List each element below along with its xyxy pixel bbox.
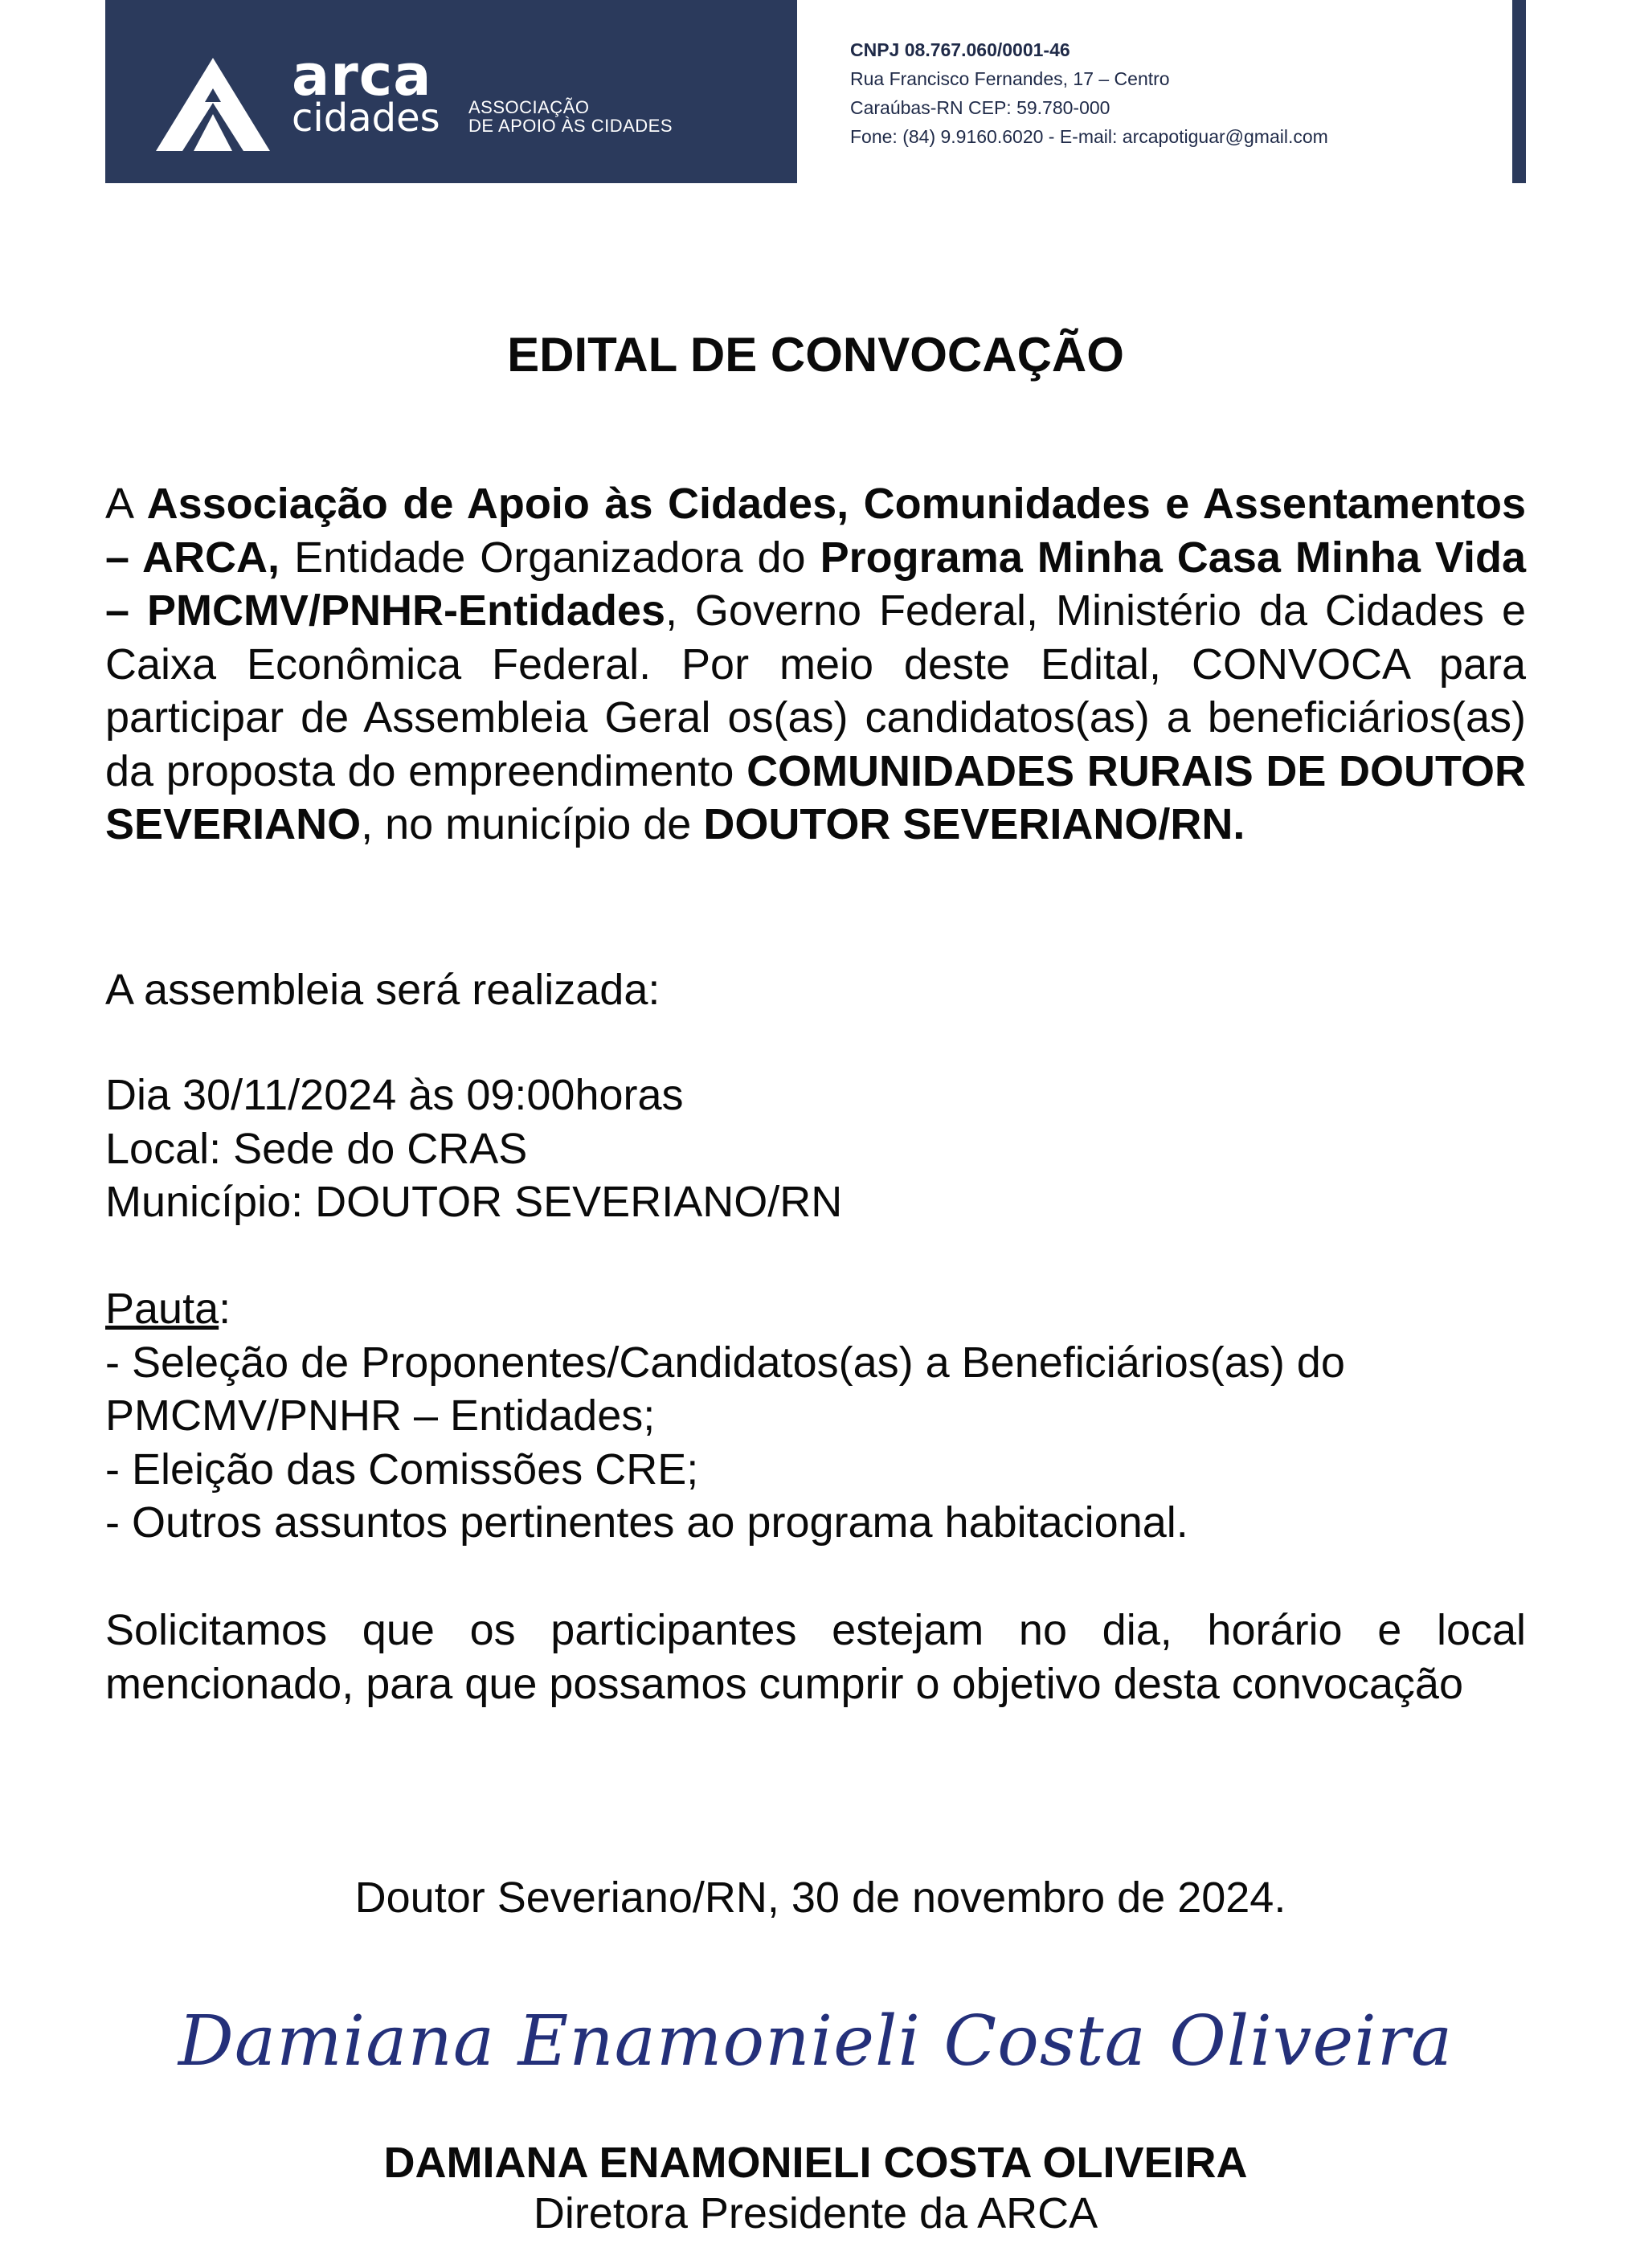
- header-side-rule: [1512, 0, 1526, 183]
- document-title: EDITAL DE CONVOCAÇÃO: [507, 328, 1124, 382]
- brand-name: arca: [292, 43, 432, 108]
- agenda-colon: :: [219, 1285, 231, 1333]
- intro-paragraph: [105, 477, 1526, 852]
- contact-cnpj: CNPJ 08.767.060/0001-46: [850, 39, 1070, 60]
- intro-bold-association: Associação de Apoio às Cidades, Comunidades e Assentamentos – ARCA,: [105, 480, 1527, 582]
- date-line: Doutor Severiano/RN, 30 de novembro de 2024.: [354, 1874, 1286, 1922]
- intro-text-1: A: [105, 480, 147, 528]
- contact-phone-email: Fone: (84) 9.9160.6020 - E-mail: arcapotiguar@gmail.com: [850, 126, 1328, 147]
- tagline-line-2: DE APOIO ÀS CIDADES: [468, 116, 673, 136]
- brand-tagline: [468, 98, 710, 135]
- agenda-block: [105, 1282, 1526, 1550]
- intro-bold-municipality: DOUTOR SEVERIANO/RN.: [703, 800, 1245, 848]
- intro-text-2: Entidade Organizadora do: [280, 533, 820, 582]
- contact-city: Caraúbas-RN CEP: 59.780-000: [850, 97, 1110, 118]
- contact-address: Rua Francisco Fernandes, 17 – Centro: [850, 68, 1170, 89]
- signature-script: Damiana Enamonieli Costa Oliveira: [178, 2001, 1454, 2082]
- assembly-municipality: Município: DOUTOR SEVERIANO/RN: [105, 1178, 843, 1226]
- closing-paragraph: Solicitamos que os participantes estejam no dia, horário e local mencionado, para que possamos cumprir o objetivo desta convocação: [105, 1606, 1526, 1708]
- brand-subtitle: cidades: [292, 96, 440, 141]
- tagline-line-1: ASSOCIAÇÃO: [468, 97, 590, 117]
- assembly-details: [105, 1069, 1526, 1229]
- assembly-intro: A assembleia será realizada:: [105, 966, 661, 1014]
- intro-bold-program: Programa Minha Casa Minha Vida – PMCMV/PNHR-Entidades: [105, 533, 1526, 635]
- agenda-heading: [105, 1282, 1526, 1336]
- signer-name: DAMIANA ENAMONIELI COSTA OLIVEIRA: [383, 2139, 1248, 2187]
- intro-text-3: , Governo Federal, Ministério da Cidades e Caixa Econômica Federal. Por meio deste Edital, CONVOCA para participar de Assembleia Geral os(as) candidatos(as) a beneficiários(as) da proposta do empreendimento: [105, 586, 1526, 795]
- assembly-date: Dia 30/11/2024 às 09:00horas: [105, 1071, 684, 1119]
- agenda-label: Pauta: [105, 1285, 219, 1333]
- contact-block: [850, 35, 1509, 151]
- arca-logo-icon: [155, 56, 272, 153]
- agenda-item: - Outros assuntos pertinentes ao programa habitacional.: [105, 1498, 1188, 1547]
- agenda-item: - Eleição das Comissões CRE;: [105, 1445, 699, 1494]
- agenda-item: - Seleção de Proponentes/Candidatos(as) a Beneficiários(as) do PMCMV/PNHR – Entidades;: [105, 1338, 1345, 1440]
- intro-bold-project: COMUNIDADES RURAIS DE DOUTOR SEVERIANO: [105, 746, 1527, 848]
- assembly-location: Local: Sede do CRAS: [105, 1124, 528, 1173]
- handwritten-signature: [178, 1984, 1454, 2105]
- intro-text-4: , no município de: [361, 800, 704, 848]
- header-band: [105, 0, 797, 183]
- signer-role: Diretora Presidente da ARCA: [533, 2189, 1098, 2237]
